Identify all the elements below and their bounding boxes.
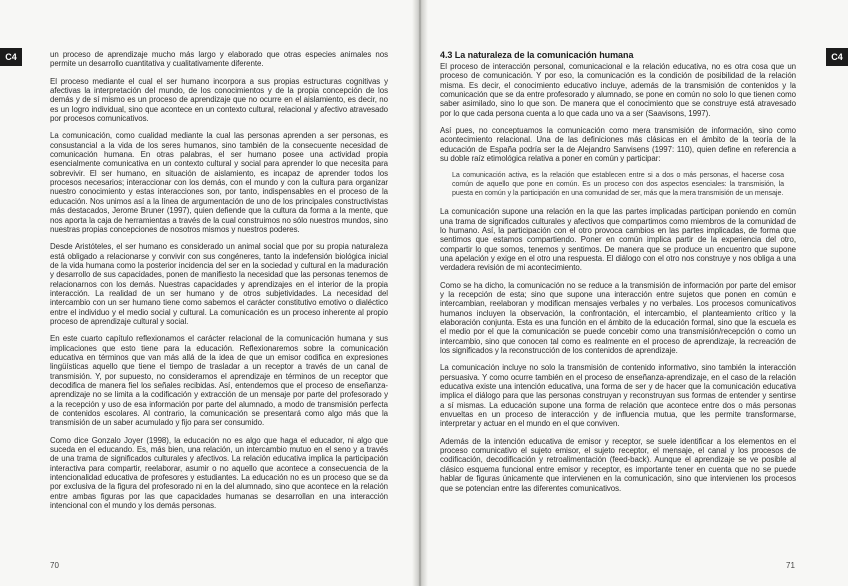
paragraph: El proceso de interacción personal, comunicacional e la relación educativa, no es otra cosa que un proceso de comunicación. Y por eso, la comunicación es la condición de posibilidad de la relación misma. Es decir, el conocimiento educativo incluye, además de la transmisión de contenidos y la comunicación que se da entre profesorado y alumnado, se pone en común no solo lo que tienen como saber asimilado, sino lo que son. De manera que el conocimiento que se construye está atravesado por lo que cada persona cuenta a lo que cada uno va a ser (Saavisons, 1997). bbox=[440, 62, 796, 118]
section-heading: 4.3 La naturaleza de la comunicación humana bbox=[440, 50, 634, 60]
paragraph: Como se ha dicho, la comunicación no se reduce a la transmisión de información por parte del emisor y la recepción de esta; sino que supone una interacción entre sujetos que ponen en común e intercambian, reelaboran y modifican mensajes verbales y no verbales. Los procesos comunicativos humanos incluyen la observación, la confrontación, el intercambio, el planteamiento crítico y la elaboración conjunta. Esta es una función en el ámbito de la educación formal, sino que la escuela es el medio por el que la comunicación se puede concebir como una transmisión/recepción o como un intercambio, sino que conocen tal como es realmente en el proceso de aprendizaje, la recreación de los significados y la reconstrucción de los contenidos de aprendizaje. bbox=[440, 280, 796, 356]
paragraph: La comunicación, como cualidad mediante la cual las personas aprenden a ser personas, es consustancial a la vida de los seres humanos, sino también de la consecuente necesidad de comunicación humana. En otras palabras, el ser humano posee una actividad propia esencialmente comunicativa en un contexto cultural y social para aprender lo que necesita para sobrevivir. El ser humano, en situación de aislamiento, es incapaz de aprender todos los procesos necesarios; interaccionar con los demás, con el mundo y con la cultura para organizar nuestro conocimiento y estas interacciones son, por tanto, indispensables en el proceso de la educación. Nos unimos así a la línea de argumentación de uno de los principales constructivistas más destacados, Jerome Bruner (1997), quien defiende que la cultura da forma a la mente, que nos aporta la caja de herramientas a través de la cual construimos no sólo nuestros mundos, sino nuestras propias concepciones de nosotros mismos y nuestros poderes. bbox=[50, 131, 388, 234]
block-quote: La comunicación activa, es la relación que establecen entre si a dos o más personas, el hacerse cosa común de aquello que pone en común. Es un proceso con dos aspectos esenciales: la transmisión, la puesta en común y la participación en una comunidad de ser, más que la mera transmisión de un mensaje. bbox=[452, 171, 784, 197]
paragraph: La comunicación incluye no solo la transmisión de contenido informativo, sino también la interacción persuasiva. Y como ocurre también en el proceso de enseñanza-aprendizaje, en el caso de la relación educativa existe una intención educativa, una forma de ser y de hacer que la comunicación educativa implica el diálogo para que las personas construyan y reconstruyan sus formas de entender y sentirse a sí mismas. La educación supone una forma de relación que acontece entre dos o más personas envueltas en un proceso de interacción y de influencia mutua, que les permite transformarse, interpretar y actuar en el mundo en el que conviven. bbox=[440, 363, 796, 429]
paragraph: Además de la intención educativa de emisor y receptor, se suele identificar a los elementos en el proceso comunicativo el sujeto emisor, el sujeto receptor, el mensaje, el canal y los procesos de codificación, decodificación y retroalimentación (feed-back). Aunque el aprendizaje se ve posible al clásico esquema funcional entre emisor y receptor, es importante tener en cuenta que no se puede hablar de figuras únicamente que intervienen en la comunicación, sino que intervienen los procesos que se potencian entre las diferentes comunicativos. bbox=[440, 436, 796, 493]
chapter-tab-left: C4 bbox=[0, 48, 22, 66]
paragraph: Así pues, no conceptuamos la comunicación como mera transmisión de información, sino como acontecimiento relacional. Una de las definiciones más clásicas en el ámbito de la teoría de la educación de España podría ser la de Alejandro Sanvisens (1997: 110), quien define en referencia a su doble raíz etimológica relativa a poner en común y participar: bbox=[440, 126, 796, 164]
chapter-tab-right: C4 bbox=[826, 48, 848, 66]
left-column bbox=[50, 50, 388, 518]
paragraph: La comunicación supone una relación en la que las partes implicadas participan poniendo en común una trama de significados culturales y afectivos que compartimos como miembros de la comunidad de lo humano. Así, la participación con el otro provoca cambios en las partes implicadas, de forma que sentimos que estamos compartiendo. Poner en común implica partir de la experiencia del otro, compartir lo que somos, tenemos y sentimos. De manera que se produce un encuentro que supone una apelación y exige en el otro una respuesta. El diálogo con el otro nos construye y nos obliga a una verdadera revisión de mi acontecimiento. bbox=[440, 207, 796, 273]
page-number-right: 71 bbox=[786, 561, 795, 570]
book-gutter bbox=[412, 0, 428, 586]
paragraph: un proceso de aprendizaje mucho más largo y elaborado que otras especies animales nos permite un desarrollo cuantitativa y cualitativamente diferente. bbox=[50, 50, 388, 69]
paragraph: Desde Aristóteles, el ser humano es considerado un animal social que por su propia naturaleza está obligado a relacionarse y convivir con sus congéneres, tanto la indefensión biológica inicial de la vida humana como la posterior incidencia del ser en la sociedad y cultural en la maduración y desarrollo de sus capacidades, ponen de manifiesto la necesidad que las personas tenemos de relacionarnos con los demás. Nuestras capacidades y aprendizajes en el interior de la propia interacción. La realidad de un ser humano y de otros subjetividades. La necesidad del intercambio con un ser humano tiene como sabemos el carácter constitutivo emotivo o dialéctico entre el individuo y el medio social y cultural. La comunicación es un proceso inherente al propio proceso de aprendizaje cultural y social. bbox=[50, 242, 388, 326]
paragraph: En este cuarto capítulo reflexionamos el carácter relacional de la comunicación humana y sus implicaciones que esto tiene para la educación. Reflexionaremos sobre la comunicación educativa en términos que van más allá de la idea de que un emisor codifica en expresiones lingüísticas aquello que tiene el tiempo de trasladar a un receptor a través de un canal de transmisión. Y, por supuesto, no consideramos el aprendizaje en términos de un receptor que decodifica de manera fiel los señales recibidas. Así, entendemos que el proceso de enseñanza-aprendizaje no se limita a la codificación y extracción de un mensaje por parte del profesorado y a la recepción y uso de esa información por parte del alumnado, a modo de transmisión perfecta de contenidos escolares. Al contrario, la comunicación se presentará como algo más que la transmisión de un saber acumulado y fijo para ser consumido. bbox=[50, 334, 388, 428]
right-column bbox=[440, 50, 796, 501]
page-number-left: 70 bbox=[50, 561, 59, 570]
paragraph: El proceso mediante el cual el ser humano incorpora a sus propias estructuras cognitivas y afectivas la interpretación del mundo, de los conocimientos y de la propia concepción de los demás y de sí mismo es un proceso de aprendizaje que no ocurre en el aislamiento, es decir, no es un logro individual, sino que acontece en un contexto cultural, relacional y afectivo atravesado por procesos comunicativos. bbox=[50, 76, 388, 124]
paragraph: Como dice Gonzalo Joyer (1998), la educación no es algo que haga el educador, ni algo que suceda en el educando. Es, más bien, una relación, un intercambio mutuo en el seno y a través de una trama de significados culturales y afectivos. La relación educativa implica la participación interactiva para compartir, reelaborar, asumir o no aquello que acontece a consecuencia de la intencionalidad educativa de profesores y estudiantes. La educación no es un proceso que se da por exclusiva de la figura del profesorado ni en la del alumnado, sino que acontece en la relación entre ambas figuras por las que capacidades humanas se desarrollan en una interacción intencional con el mundo y los demás personas. bbox=[50, 435, 388, 511]
